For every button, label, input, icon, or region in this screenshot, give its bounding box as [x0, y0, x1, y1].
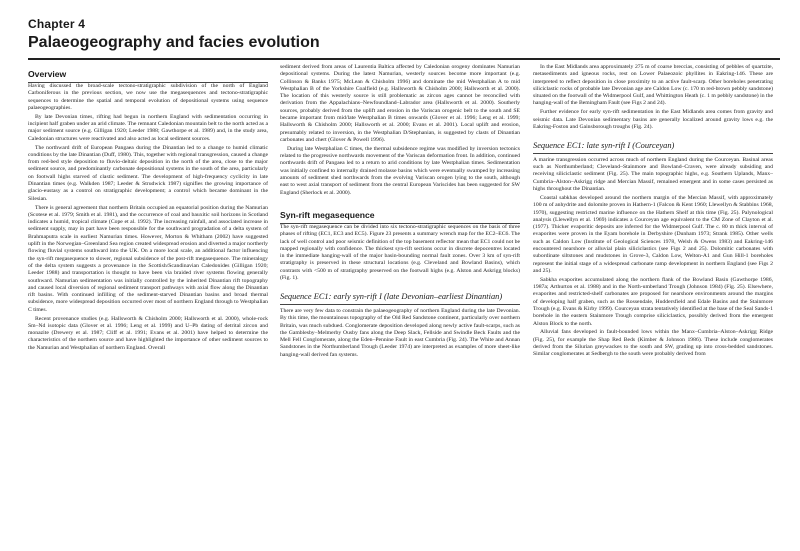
paragraph: The northward drift of European Pangaea during the Dinantian led to a change to humid climatic conditions by the late Dinantian (Duff, 1980). This, together with regional transgression, caused a change from red-bed style deposition to fluvio-deltaic deposition in the north of the area, close to the major sediment source, and predominantly carbonate depositional systems in the south of the area, particularly on footwall highs starved of clastic sediment. The development of high-frequency cyclicity in late Dinantian times (e.g. Walkden 1987; Leeder & Strudwick 1987) signifies the growing importance of glacio-eustasy as a control on stratigraphic development; a control which became dominant in the Silesian.: [28, 144, 268, 202]
paragraph: Recent provenance studies (e.g. Hallsworth & Chisholm 2000; Hallsworth et al. 2000), whole-rock Sm–Nd isotopic data (Glover et al. 1996; Leng et al. 1999) and U–Pb dating of detrital zircon and monazite (Drewery et al. 1987; Cliff et al. 1991; Evans et al. 2001) have helped to determine the characteristics of the northern source and have highlighted the importance of other sediment sources to the Namurian and Westphalian of northern England. Overall: [28, 315, 268, 351]
section-heading-syn-rift: Syn-rift megasequence: [280, 205, 520, 224]
paragraph: Alluvial fans developed in fault-bounded lows within the Manx–Cumbria–Alston–Askrigg Ridge (Fig. 25), for example the Shap Red Beds (Kimber & Johnson 1986). These include conglomerates derived from the Silurian greywackes to the south and SW, grading up into cross-bedded sandstones. Similar conglomerates at Sedbergh to the south were probably derived from: [533, 329, 773, 358]
paragraph: By late Devonian times, rifting had begun in northern England with sedimentation occurring in incipient half graben under an arid climate. The remnant Caledonian mountain belt to the north acted as a major sediment source (e.g. Gilligan 1920; Leeder 1988; Gawthorpe et al. 1989) and, in the study area, Caledonian structures were reactivated and also acted as local sediment sources.: [28, 113, 268, 142]
paragraph: sediment derived from areas of Laurentia Baltica affected by Caledonian orogeny dominates Namurian depositional systems. During the latest Namurian, westerly sources become more important (e.g. Collinson & Banks 1975; McLean & Chisholm 1996) and dominate the mid Westphalian A to mid Westphalian B of the Yorkshire Coalfield (e.g. Hallsworth & Chisholm 2000; Hallsworth et al. 2000). The location of this westerly source is still problematic as zircon ages cannot be reconciled with derivation from the Appalachians–Newfoundland–Labrador area (Hallsworth et al. 2000). Southerly sources, probably derived from the uplift and erosion in the Variscan orogenic belt to the south and SE became important from mid/late Westphalian B times onwards (Glover et al. 1996; Leng et al. 1999; Hallsworth & Chisholm 2000; Hallsworth et al. 2000; Evans et al. 2001). Local uplift and erosion, presumably related to inversion, in the Westphalian D/Stephanian, is suggested by clasts of Dinantian carbonates and chert (Glover & Powell 1996).: [280, 64, 520, 143]
paragraph: During late Westphalian C times, the thermal subsidence regime was modified by inversion tectonics related to the progressive northwards movement of the Variscan deformation front. In addition, continued northwards drift of Pangaea led to a return to arid conditions by late Westphalian times. Sedimentation was initially confined to internally drained molasse basins which were eventually swamped by increasing amounts of sediment shed northwards from the evolving Variscan orogen lying to the south, although east to west axial transport of sediment from the central European Variscides has been suggested for SW England (Sherlock et al. 2000).: [280, 145, 520, 196]
chapter-label: Chapter 4: [28, 17, 86, 31]
text-column-3: [533, 64, 773, 550]
paragraph: A marine transgression occurred across much of northern England during the Courceyan. Basinal areas such as Northumberland; Cleveland–Stainmore and Bowland–Craven, were already subsiding and receiving siliciclastic sediment (Fig. 25). The main topographic highs, e.g. Southern Uplands, Manx–Cumbria–Alston–Askrigg ridge and Mercian Massif, remained emergent and in some cases persisted as highs throughout the Dinantian.: [533, 156, 773, 193]
title-rule: [28, 58, 780, 60]
chapter-title: Palaeogeography and facies evolution: [28, 34, 320, 51]
paragraph: There is general agreement that northern Britain occupied an equatorial position during the Namurian (Scotese et al. 1979; Smith et al. 1981), and the occurrence of coal and bauxitic soil horizons in Scotland indicates a humid, tropical climate (Cope et al. 1992). The increasing rainfall, and associated increase in sediment supply, may in part have been responsible for the southward progradation of a delta system of Brahmaputra scale in earliest Namurian times. However, Morton & Whitham (2002) have suggested uplift in the Norwegian–Greenland Sea region created widespread erosion and diverted a major northerly flowing fluvial systems southward into the UK. On a more local scale, an additional factor influencing the syn-rift megasequence to slower, regional subsidence of the post-rift megasequence. The mineralogy of the delta system suggests a provenance in the Scottish/Scandinavian Caledonides (Gilligan 1920; Leeder 1988) and transportation is thought to have been via braided river systems flowing generally southward. Namurian sedimentation was initially controlled by the inherited Dinantian rift topography and caused local diversion of regional sediment transport pathways with axial flow along the Dinantian rift basins. With continued infilling of the sediment-starved Dinantian basins and broad thermal subsidence, more widespread deposition occurred over most of northern England through to Westphalian C times.: [28, 204, 268, 313]
paragraph: In the East Midlands area approximately 275 m of coarse breccias, consisting of pebbles of quartzite, metasediments and igneous rocks, rest on Lower Palaeozoic phyllites in Eakring-146. These are interpreted to reflect deposition in close proximity to an active fault-scarp. Other boreholes penetrating siliciclastic rocks of probable late Devonian age are Caldon Low (c. 170 m red-brown pebbly sandstone) situated on the footwall of the Widmerpool Gulf, and Whittington Heath (c. 1 m pebbly sandstone) in the hanging-wall of the Bemingham Fault (see Figs 2 and 24).: [533, 64, 773, 107]
text-column-2: [280, 64, 520, 550]
paragraph: Having discussed the broad-scale tectono-stratigraphic subdivision of the north of England Carboniferous in the previous section, we now use the megasequences and tectono-stratigraphic sequences to determine the spatial and temporal evolution of depositional systems using sequence palaeogeographies.: [28, 83, 268, 111]
section-heading-overview: Overview: [28, 64, 268, 83]
paragraph: Further evidence for early syn-rift sedimentation in the East Midlands area comes from gravity and seismic data. Late Devonian sedimentary basins are generally localized around gravity lows e.g. the Eakring-Foston and Gainsborough troughs (Fig. 24).: [533, 109, 773, 130]
subsection-heading-ec1-early: Sequence EC1: early syn-rift I (late Devonian–earliest Dinantian): [280, 292, 520, 305]
text-column-1: [28, 64, 268, 550]
paragraph: The syn-rift megasequence can be divided into six tectono-stratigraphic sequences on the basis of three phases of rifting (EC1, EC3 and EC5). Figure 23 presents a summary wrench map for the EC2–EC6. The lack of well control and poor seismic definition of the top basement reflector mean that EC1 could not be mapped regionally with confidence. The thickest syn-rift sections occur in discrete depocentres located in the immediate hanging-wall of the major basin-bounding normal fault zones. Over 3 km of syn-rift stratigraphy is preserved in these structural locations (e.g. Cleveland and Bowland Basins), which contrasts with <500 m of stratigraphy preserved on the footwall highs (e.g. Alston and Askrigg blocks) (Fig. 1).: [280, 223, 520, 282]
subsection-heading-ec1-late: Sequence EC1: late syn-rift I (Courceyan): [533, 141, 773, 154]
paragraph: Sabkha evaporites accumulated along the northern flank of the Bowland Basin (Gawthorpe 1986, 1987a; Arthurton et al. 1988) and in the North-umberland Trough (Johnson 1984) (Fig. 25). Elsewhere, evaporites and restricted-shelf carbonates are proposed for nearshore environments around the margins of developing half graben, such as the Rossendale, Huddersfield and Edale Basins and the Stainmore Trough (e.g. Evans & Kirby 1999). Courceyan strata tentatively identified at the base of the Seal Sands-1 borehole in the eastern Stainmore Trough comprise siliciclastics, possibly derived from the emergent Alston Block to the north.: [533, 276, 773, 327]
paragraph: There are very few data to constrain the palaeogeography of northern England during the late Devonian. By this time, the mountainous topography of the Old Red Sandstone continent, particularly over northern Britain, was much subdued. Conglomerate deposition developed along newly active fault-scarps, such as the Gamblesby–Melmerby Ousby fans along the Deep Slack, Fellside and Swindle Beck Faults and the Mell Fell Conglomerate, along the Eden–Pennine Fault in east Cumbria (Fig. 24). The White and Annan Sandstones in the Northumberland Trough (Leeder 1974) are interpreted as examples of more sheet-like hanging-wall derived fan systems.: [280, 307, 520, 358]
paragraph: Coastal sabkhas developed around the northern margin of the Mercian Massif, with approximately 100 m of anhydrite and dolomite proven in Hathern-1 (Falcon & Kent 1960; Llewellyn & Stabbins 1968, 1970), suggesting restricted marine influence on the Hathern Shelf at this time (Fig. 25). Palynological analysis (Llewellyn et al. 1969) indicates a Courceyan age equivalent to the CM Zone of Clayton et al. (1977). Thicker evaporitic deposits are inferred for the Widmerpool Gulf. The c. 80 m thick interval of evaporites were proven in the Eyam borehole in Derbyshire (Dunham 1973; Strank 1985). Other wells such as Caldon Low (Institute of Geological Sciences 1978, Welsh & Owens 1983) and Eakring-146 encountered nearshore or alluvial plain siliciclastics (see Figs 2 and 25). Dolomitic carbonates with subordinate siltstones and mudstones in Grove-3, Caldon Low, Welton-A1 and Gun Hill-1 boreholes represent the initial stage of a widespread carbonate ramp development in northern England (see Figs 2 and 25).: [533, 194, 773, 274]
